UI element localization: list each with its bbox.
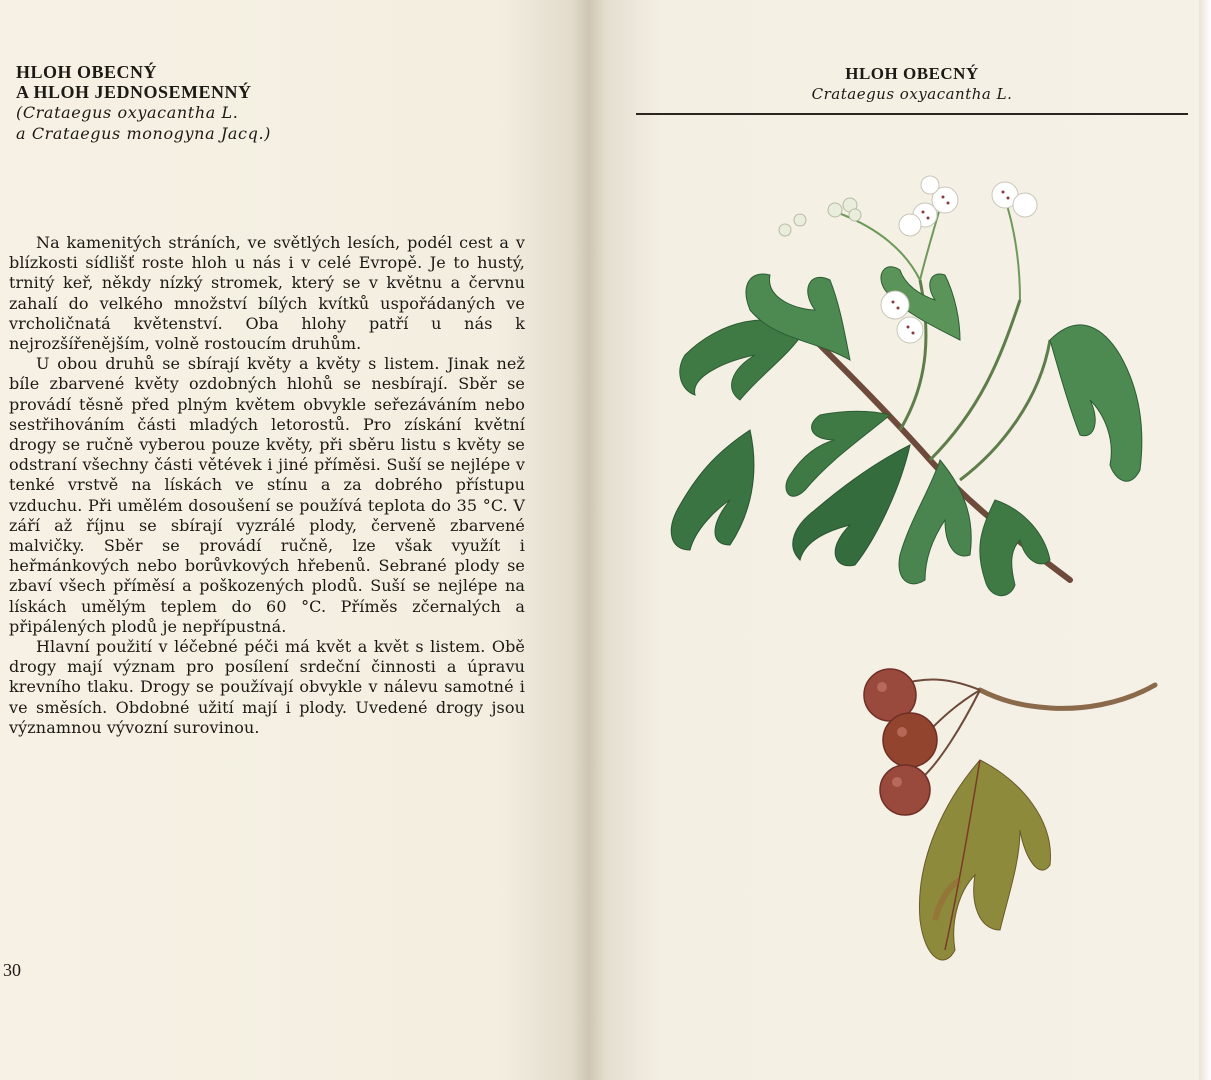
bud-3: [779, 224, 791, 236]
heading-line-1: HLOH OBECNÝ: [16, 62, 158, 82]
page-edge: [1199, 0, 1211, 1080]
paragraph-2: U obou druhů se sbírají květy a květy s listem. Jinak než bíle zbarvené květy ozdobných hlohů se nesbírají. Sběr se provádí těsně před plným květem obvykle seřezáváním nebo sestřihováním části mladých letorostů. Pro získání květní drogy se ručně vyberou pouze květy, při sběru listu s květy se odstraní všechny části větévek i jiné příměsi. Suší se nejlépe v tenké vrstvě na lískách ve stínu a za dobrého přístupu vzduchu. Při umělém dosoušení se používá teplota do 35 °C. V září až říjnu se sbírají vyzrálé plody, červeně zbarvené malvičky. Sběr se provádí ručně, lze však využít i heřmánkových nebo borůvkových hřebenů. Sebrané plody se zbaví všech příměsí a poškozených plodů. Suší se nejlépe na lískách umělým teplem do 60 °C. Příměs zčernalých a připálených plodů je nepřípustná.: [9, 354, 525, 636]
bud-4: [794, 214, 806, 226]
left-heading: [16, 62, 576, 144]
leaf-7: [980, 500, 1050, 596]
hawthorn-illustration: [600, 160, 1190, 990]
flower-4: [1013, 193, 1037, 217]
berry-2: [883, 713, 937, 767]
leaf-5: [671, 430, 754, 550]
plant-latin-name: Crataegus oxyacantha L.: [811, 85, 1013, 103]
fruit-stalk-2: [930, 690, 980, 730]
right-heading: [636, 64, 1188, 104]
article-body: [9, 233, 525, 738]
fruit-branch: [980, 685, 1155, 708]
autumn-leaf: [919, 760, 1050, 960]
berry-3: [880, 765, 930, 815]
berries: [864, 669, 937, 815]
bud-1: [828, 203, 842, 217]
leaf-8: [1050, 325, 1142, 481]
bud-5: [849, 209, 861, 221]
flower-5: [881, 291, 909, 319]
plant-title: HLOH OBECNÝ: [845, 64, 979, 83]
latin-name-line-2: a Crataegus monogyna Jacq.): [16, 124, 271, 143]
side-branch-3: [960, 340, 1050, 480]
flower-8: [921, 176, 939, 194]
flower-7: [899, 214, 921, 236]
page-number: 30: [3, 960, 21, 980]
latin-name-line-1: (Crataegus oxyacantha L.: [16, 103, 239, 122]
paragraph-1: Na kamenitých stráních, ve světlých lesích, podél cest a v blízkosti sídlišť roste hloh u nás i v celé Evropě. Je to hustý, trnitý keř, někdy nízký stromek, který se v květnu a červnu zahalí do velkého množství bílých kvítků uspořádaných ve vrcholičnatá květenství. Oba hlohy patří u nás k nejrozšířenějším, volně rostoucím druhům.: [9, 233, 525, 354]
flower-6: [897, 317, 923, 343]
paragraph-3: Hlavní použití v léčebné péči má květ a květ s listem. Obě drogy mají význam pro posílení srdeční činnosti a úpravu krevního tlaku. Drogy se používají obvykle v nálevu samotné i ve směsích. Obdobné užití mají i plody. Uvedené drogy jsou významnou vývozní surovinou.: [9, 637, 525, 737]
heading-line-2: A HLOH JEDNOSEMENNÝ: [16, 82, 252, 102]
heading-rule: [636, 113, 1188, 115]
